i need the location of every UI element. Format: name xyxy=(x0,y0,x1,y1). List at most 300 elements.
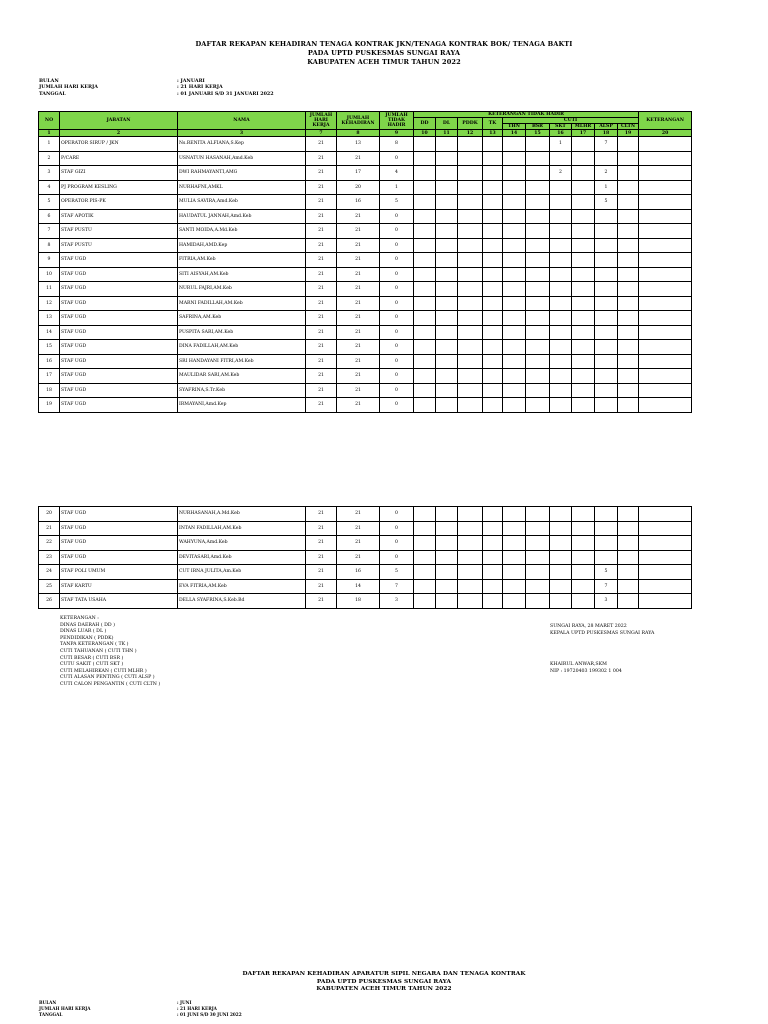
cell-cltn xyxy=(618,195,639,210)
cell-ket xyxy=(639,594,692,609)
cell-ket xyxy=(639,137,692,152)
cell-dl xyxy=(436,398,458,413)
cell-no: 4 xyxy=(39,180,60,195)
cell-jhk: 21 xyxy=(306,209,337,224)
cell-skt xyxy=(550,238,572,253)
cell-dl xyxy=(436,340,458,355)
cell-jth: 8 xyxy=(380,137,414,152)
cell-pddk xyxy=(458,340,483,355)
cell-pddk xyxy=(458,325,483,340)
cell-mlhr xyxy=(572,137,595,152)
cell-jk: 21 xyxy=(337,325,380,340)
cell-thn xyxy=(503,166,526,181)
cell-cltn xyxy=(618,579,639,594)
signature-position: KEPALA UPTD PUSKESMAS SUNGAI RAYA xyxy=(550,630,655,636)
cell-thn xyxy=(503,565,526,580)
signature-nip: NIP : 19720403 199302 1 004 xyxy=(550,668,622,674)
column-number: 18 xyxy=(595,130,618,137)
column-number: 14 xyxy=(503,130,526,137)
cell-jk: 16 xyxy=(337,195,380,210)
cell-bsr xyxy=(526,253,550,268)
cell-bsr xyxy=(526,180,550,195)
cell-bsr xyxy=(526,224,550,239)
cell-jth: 0 xyxy=(380,253,414,268)
cell-skt xyxy=(550,180,572,195)
cell-jk: 21 xyxy=(337,311,380,326)
doc1-title-line: KABUPATEN ACEH TIMUR TAHUN 2022 xyxy=(307,58,461,66)
cell-nama: FITRIA,AM.Keb xyxy=(178,253,306,268)
cell-jabatan: STAF UGD xyxy=(60,521,178,536)
cell-dd xyxy=(414,180,436,195)
cell-no: 23 xyxy=(39,550,60,565)
doc1-meta xyxy=(39,78,274,97)
cell-alsp xyxy=(595,238,618,253)
cell-cltn xyxy=(618,521,639,536)
cell-dd xyxy=(414,209,436,224)
meta-label: BULAN xyxy=(39,1000,57,1005)
cell-pddk xyxy=(458,521,483,536)
cell-jth: 0 xyxy=(380,369,414,384)
cell-alsp xyxy=(595,253,618,268)
cell-alsp xyxy=(595,267,618,282)
cell-pddk xyxy=(458,536,483,551)
cell-nama: PUSPITA SARI,AM.Keb xyxy=(178,325,306,340)
cell-bsr xyxy=(526,340,550,355)
cell-ket xyxy=(639,151,692,166)
cell-skt xyxy=(550,383,572,398)
cell-cltn xyxy=(618,137,639,152)
cell-jk: 21 xyxy=(337,340,380,355)
cell-mlhr xyxy=(572,579,595,594)
meta-row-tanggal xyxy=(39,1012,242,1018)
cell-mlhr xyxy=(572,267,595,282)
cell-dd xyxy=(414,565,436,580)
attendance-table-continued xyxy=(38,506,692,609)
cell-cltn xyxy=(618,550,639,565)
cell-alsp: 5 xyxy=(595,195,618,210)
cell-no: 11 xyxy=(39,282,60,297)
cell-no: 21 xyxy=(39,521,60,536)
cell-dl xyxy=(436,536,458,551)
cell-jhk: 21 xyxy=(306,550,337,565)
cell-ket xyxy=(639,311,692,326)
cell-skt xyxy=(550,536,572,551)
cell-tk xyxy=(483,565,503,580)
cell-jhk: 21 xyxy=(306,267,337,282)
meta-value: : JUNI xyxy=(177,1000,192,1005)
cell-jabatan: STAF UGD xyxy=(60,398,178,413)
doc2-title xyxy=(0,971,768,994)
cell-jth: 0 xyxy=(380,209,414,224)
cell-jth: 7 xyxy=(380,579,414,594)
doc2-title-line: DAFTAR REKAPAN KEHADIRAN APARATUR SIPIL NEGARA DAN TENAGA KONTRAK xyxy=(242,971,526,977)
cell-jk: 21 xyxy=(337,550,380,565)
column-number: 3 xyxy=(178,130,306,137)
cell-jk: 21 xyxy=(337,521,380,536)
cell-pddk xyxy=(458,238,483,253)
table-row xyxy=(39,238,692,253)
column-number: 1 xyxy=(39,130,60,137)
cell-jhk: 21 xyxy=(306,398,337,413)
cell-alsp xyxy=(595,151,618,166)
column-number: 2 xyxy=(60,130,178,137)
cell-jk: 18 xyxy=(337,594,380,609)
cell-thn xyxy=(503,536,526,551)
cell-thn xyxy=(503,369,526,384)
cell-dl xyxy=(436,311,458,326)
cell-ket xyxy=(639,224,692,239)
meta-label: BULAN xyxy=(39,78,59,84)
cell-dd xyxy=(414,267,436,282)
cell-tk xyxy=(483,267,503,282)
cell-tk xyxy=(483,195,503,210)
table-row xyxy=(39,311,692,326)
cell-skt xyxy=(550,398,572,413)
legend-line: KETERANGAN : xyxy=(60,616,99,621)
cell-thn xyxy=(503,550,526,565)
cell-thn xyxy=(503,383,526,398)
cell-dd xyxy=(414,354,436,369)
cell-skt xyxy=(550,354,572,369)
header-tk: TK xyxy=(483,118,503,130)
meta-value: : 21 HARI KERJA xyxy=(177,1006,217,1011)
cell-no: 17 xyxy=(39,369,60,384)
cell-thn xyxy=(503,521,526,536)
cell-jhk: 21 xyxy=(306,282,337,297)
cell-tk xyxy=(483,296,503,311)
cell-bsr xyxy=(526,311,550,326)
cell-cltn xyxy=(618,325,639,340)
cell-skt xyxy=(550,151,572,166)
header-jumlah-hari-kerja: JUMLAH HARI KERJA xyxy=(306,112,337,130)
cell-ket xyxy=(639,565,692,580)
doc1-title xyxy=(0,40,768,67)
cell-alsp xyxy=(595,507,618,522)
cell-bsr xyxy=(526,398,550,413)
cell-dl xyxy=(436,369,458,384)
cell-bsr xyxy=(526,369,550,384)
column-number: 7 xyxy=(306,130,337,137)
cell-dl xyxy=(436,180,458,195)
cell-no: 25 xyxy=(39,579,60,594)
column-number-row xyxy=(39,130,692,137)
cell-skt xyxy=(550,340,572,355)
cell-no: 24 xyxy=(39,565,60,580)
cell-jhk: 21 xyxy=(306,311,337,326)
cell-alsp xyxy=(595,398,618,413)
cell-bsr xyxy=(526,507,550,522)
cell-nama: INTAN FADILLAH,AM.Keb xyxy=(178,521,306,536)
cell-dd xyxy=(414,383,436,398)
cell-ket xyxy=(639,369,692,384)
legend-line: CUTI CALON PENGANTIN ( CUTI CLTN ) xyxy=(60,681,161,687)
cell-jth: 0 xyxy=(380,267,414,282)
cell-nama: IRMAYANI,Amd.Kep xyxy=(178,398,306,413)
cell-mlhr xyxy=(572,311,595,326)
cell-jabatan: STAF UGD xyxy=(60,325,178,340)
cell-thn xyxy=(503,398,526,413)
cell-alsp: 2 xyxy=(595,166,618,181)
cell-jth: 0 xyxy=(380,383,414,398)
table-row xyxy=(39,565,692,580)
cell-thn xyxy=(503,253,526,268)
cell-cltn xyxy=(618,565,639,580)
cell-tk xyxy=(483,151,503,166)
cell-cltn xyxy=(618,224,639,239)
cell-mlhr xyxy=(572,224,595,239)
cell-thn xyxy=(503,579,526,594)
cell-tk xyxy=(483,340,503,355)
cell-skt: 2 xyxy=(550,166,572,181)
cell-jth: 0 xyxy=(380,325,414,340)
cell-alsp xyxy=(595,325,618,340)
cell-tk xyxy=(483,238,503,253)
cell-pddk xyxy=(458,369,483,384)
cell-jk: 21 xyxy=(337,267,380,282)
cell-thn xyxy=(503,180,526,195)
legend-line: CUTI BESAR ( CUTI BSR ) xyxy=(60,655,124,661)
cell-dl xyxy=(436,565,458,580)
cell-jabatan: STAF PUSTU xyxy=(60,238,178,253)
cell-mlhr xyxy=(572,507,595,522)
cell-nama: USNATUN HASANAH,Amd.Keb xyxy=(178,151,306,166)
cell-jabatan: STAF UGD xyxy=(60,311,178,326)
cell-nama: NURUL FAJRI,AM.Keb xyxy=(178,282,306,297)
cell-mlhr xyxy=(572,340,595,355)
cell-jk: 21 xyxy=(337,253,380,268)
cell-nama: WAHYUNA,Amd.Keb xyxy=(178,536,306,551)
cell-jhk: 21 xyxy=(306,354,337,369)
cell-pddk xyxy=(458,296,483,311)
cell-tk xyxy=(483,354,503,369)
cell-cltn xyxy=(618,507,639,522)
cell-nama: DINA FADILLAH,AM.Keb xyxy=(178,340,306,355)
cell-jhk: 21 xyxy=(306,325,337,340)
cell-jabatan: STAF PUSTU xyxy=(60,224,178,239)
cell-skt xyxy=(550,195,572,210)
cell-tk xyxy=(483,137,503,152)
signature-name-block xyxy=(550,662,622,675)
doc1-title-line: DAFTAR REKAPAN KEHADIRAN TENAGA KONTRAK JKN/TENAGA KONTRAK BOK/ TENAGA BAKTI xyxy=(195,40,573,48)
cell-jk: 21 xyxy=(337,398,380,413)
cell-mlhr xyxy=(572,209,595,224)
cell-jabatan: STAF UGD xyxy=(60,253,178,268)
cell-jk: 21 xyxy=(337,151,380,166)
cell-ket xyxy=(639,282,692,297)
cell-bsr xyxy=(526,550,550,565)
table-row xyxy=(39,267,692,282)
cell-skt xyxy=(550,369,572,384)
cell-dl xyxy=(436,224,458,239)
table-row xyxy=(39,398,692,413)
cell-skt xyxy=(550,550,572,565)
cell-no: 20 xyxy=(39,507,60,522)
cell-ket xyxy=(639,398,692,413)
cell-jhk: 21 xyxy=(306,296,337,311)
cell-pddk xyxy=(458,565,483,580)
cell-alsp xyxy=(595,354,618,369)
cell-dl xyxy=(436,151,458,166)
cell-jk: 21 xyxy=(337,354,380,369)
cell-mlhr xyxy=(572,594,595,609)
table-row xyxy=(39,383,692,398)
meta-value: : 01 JANUARI S/D 31 JANUARI 2022 xyxy=(177,90,274,97)
column-number: 11 xyxy=(436,130,458,137)
column-number: 17 xyxy=(572,130,595,137)
cell-dd xyxy=(414,594,436,609)
legend-line: TANPA KETERANGAN ( TK ) xyxy=(60,642,129,648)
table-row xyxy=(39,224,692,239)
cell-no: 8 xyxy=(39,238,60,253)
cell-no: 16 xyxy=(39,354,60,369)
header-pddk: PDDK xyxy=(458,118,483,130)
cell-cltn xyxy=(618,151,639,166)
cell-dl xyxy=(436,383,458,398)
column-number: 15 xyxy=(526,130,550,137)
cell-dd xyxy=(414,282,436,297)
table-row xyxy=(39,209,692,224)
cell-nama: DEVITASARI,Amd.Keb xyxy=(178,550,306,565)
cell-tk xyxy=(483,253,503,268)
cell-pddk xyxy=(458,282,483,297)
cell-ket xyxy=(639,267,692,282)
cell-skt xyxy=(550,594,572,609)
cell-tk xyxy=(483,369,503,384)
cell-bsr xyxy=(526,267,550,282)
cell-thn xyxy=(503,507,526,522)
legend xyxy=(60,616,160,689)
cell-jth: 0 xyxy=(380,536,414,551)
legend-line: CUTI ALASAN PENTING ( CUTI ALSP ) xyxy=(60,675,155,681)
cell-tk xyxy=(483,383,503,398)
cell-jth: 1 xyxy=(380,180,414,195)
cell-nama: MARNI FADILLAH,AM.Keb xyxy=(178,296,306,311)
cell-nama: NURHASANAH,A.Md.Keb xyxy=(178,507,306,522)
cell-no: 6 xyxy=(39,209,60,224)
cell-thn xyxy=(503,311,526,326)
cell-ket xyxy=(639,238,692,253)
cell-jk: 21 xyxy=(337,296,380,311)
header-cltn: CLTN xyxy=(618,124,639,130)
cell-dd xyxy=(414,238,436,253)
cell-jth: 0 xyxy=(380,224,414,239)
signature-name: KHAIRUL ANWAR,SKM xyxy=(550,662,607,667)
cell-jabatan: STAF TATA USAHA xyxy=(60,594,178,609)
cell-jhk: 21 xyxy=(306,594,337,609)
cell-no: 22 xyxy=(39,536,60,551)
cell-no: 12 xyxy=(39,296,60,311)
table-row xyxy=(39,253,692,268)
cell-bsr xyxy=(526,594,550,609)
cell-jth: 0 xyxy=(380,296,414,311)
cell-nama: SRI HANDAYANI FITRI,AM.Keb xyxy=(178,354,306,369)
cell-bsr xyxy=(526,325,550,340)
cell-tk xyxy=(483,594,503,609)
header-mlhr: MLHR xyxy=(572,124,595,130)
cell-jabatan: STAF UGD xyxy=(60,267,178,282)
cell-jth: 0 xyxy=(380,340,414,355)
cell-ket xyxy=(639,536,692,551)
cell-dd xyxy=(414,151,436,166)
table-row xyxy=(39,180,692,195)
cell-jth: 0 xyxy=(380,507,414,522)
cell-pddk xyxy=(458,209,483,224)
header-jabatan: JABATAN xyxy=(60,112,178,130)
header-thn: THN xyxy=(503,124,526,130)
cell-jk: 21 xyxy=(337,224,380,239)
cell-alsp: 1 xyxy=(595,180,618,195)
header-cuti: CUTI xyxy=(503,118,639,124)
cell-cltn xyxy=(618,354,639,369)
cell-dl xyxy=(436,579,458,594)
cell-bsr xyxy=(526,521,550,536)
cell-jhk: 21 xyxy=(306,340,337,355)
cell-jth: 0 xyxy=(380,521,414,536)
cell-no: 18 xyxy=(39,383,60,398)
cell-dd xyxy=(414,137,436,152)
cell-alsp xyxy=(595,536,618,551)
cell-ket xyxy=(639,166,692,181)
cell-thn xyxy=(503,137,526,152)
cell-jk: 14 xyxy=(337,579,380,594)
cell-mlhr xyxy=(572,354,595,369)
cell-bsr xyxy=(526,238,550,253)
cell-dd xyxy=(414,253,436,268)
cell-dd xyxy=(414,398,436,413)
cell-cltn xyxy=(618,311,639,326)
table-row xyxy=(39,296,692,311)
legend-line: CUTU SAKIT ( CUTI SKT ) xyxy=(60,662,124,668)
cell-alsp xyxy=(595,311,618,326)
cell-nama: SANTI MOIDA,A.Md.Keb xyxy=(178,224,306,239)
cell-dd xyxy=(414,166,436,181)
cell-dd xyxy=(414,340,436,355)
cell-jhk: 21 xyxy=(306,507,337,522)
cell-nama: MAULIDAR SARI,AM.Keb xyxy=(178,369,306,384)
cell-tk xyxy=(483,180,503,195)
header-bsr: BSR xyxy=(526,124,550,130)
cell-thn xyxy=(503,340,526,355)
cell-dl xyxy=(436,253,458,268)
cell-jhk: 21 xyxy=(306,180,337,195)
cell-ket xyxy=(639,354,692,369)
header-keterangan: KETERANGAN xyxy=(639,112,692,130)
cell-pddk xyxy=(458,224,483,239)
cell-alsp xyxy=(595,369,618,384)
cell-jk: 21 xyxy=(337,536,380,551)
cell-alsp xyxy=(595,224,618,239)
cell-cltn xyxy=(618,253,639,268)
cell-dd xyxy=(414,195,436,210)
meta-value: : 21 HARI KERJA xyxy=(177,84,223,91)
cell-jk: 21 xyxy=(337,238,380,253)
cell-skt xyxy=(550,521,572,536)
cell-bsr xyxy=(526,565,550,580)
cell-jhk: 21 xyxy=(306,579,337,594)
table-row xyxy=(39,282,692,297)
cell-jth: 5 xyxy=(380,195,414,210)
cell-dl xyxy=(436,267,458,282)
cell-mlhr xyxy=(572,521,595,536)
cell-pddk xyxy=(458,311,483,326)
doc2-title-line: PADA UPTD PUSKESMAS SUNGAI RAYA xyxy=(316,978,452,985)
cell-tk xyxy=(483,521,503,536)
cell-pddk xyxy=(458,383,483,398)
cell-skt xyxy=(550,325,572,340)
cell-tk xyxy=(483,536,503,551)
cell-ket xyxy=(639,209,692,224)
cell-tk xyxy=(483,166,503,181)
